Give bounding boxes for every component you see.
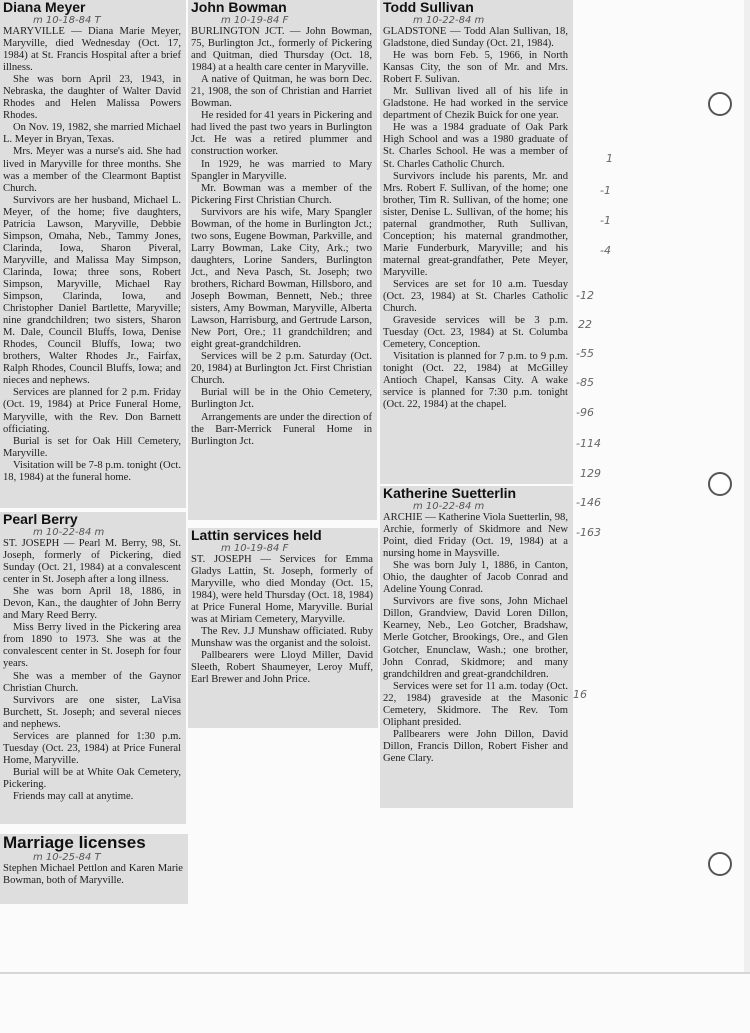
article-headline: John Bowman <box>191 0 287 15</box>
margin-note: -4 <box>600 244 611 257</box>
article-paragraph: Miss Berry lived in the Pickering area from 1890 to 1973. She was at the convalescent center in St. Joseph for four years. <box>3 622 181 670</box>
article-paragraph: Mr. Bowman was a member of the Pickering First Christian Church. <box>191 182 372 206</box>
article-headline: Todd Sullivan <box>383 0 474 15</box>
margin-note: -114 <box>576 437 601 450</box>
article-paragraph: Services will be 2 p.m. Saturday (Oct. 20, 1984) at Burlington Jct. First Christian Church. <box>191 351 372 387</box>
margin-note: 16 <box>573 688 587 701</box>
article-paragraph: Visitation is planned for 7 p.m. to 9 p.m. tonight (Oct. 22, 1984) at McGilley Antioch Chapel, Kansas City. A wake service is planned for 7:30 p.m. tonight (Oct. 22, 1984) at the chapel. <box>383 351 568 411</box>
article-paragraph: She was born April 18, 1886, in Devon, Kan., the daughter of John Berry and Mary Reed Berry. <box>3 586 181 622</box>
article-paragraph: Mr. Sullivan lived all of his life in Gladstone. He had worked in the service department of Chezik Buick for one year. <box>383 86 568 122</box>
article-paragraph: Services are planned for 1:30 p.m. Tuesday (Oct. 23, 1984) at Price Funeral Home, Maryville. <box>3 730 181 766</box>
article-paragraph: ARCHIE — Katherine Viola Suetterlin, 98, Archie, formerly of Skidmore and New Point, died Friday (Oct. 19, 1984) at a nursing home in Maysville. <box>383 512 568 560</box>
handwritten-date: m 10-25-84 T <box>33 852 101 863</box>
handwritten-date: m 10-18-84 T <box>33 15 101 26</box>
handwritten-date: m 10-22-84 m <box>33 527 105 538</box>
handwritten-date: m 10-19-84 F <box>221 15 289 26</box>
article-paragraph: Friends may call at anytime. <box>13 790 134 802</box>
sheet-bottom-edge <box>0 972 750 974</box>
binder-hole <box>708 852 732 876</box>
obituary-diana-meyer <box>0 0 186 508</box>
obituary-pearl-berry <box>0 512 186 824</box>
article-headline: Pearl Berry <box>3 512 78 527</box>
obituary-john-bowman <box>188 0 377 520</box>
article-paragraph: Burial is set for Oak Hill Cemetery, Maryville. <box>3 435 181 459</box>
article-paragraph: He was a 1984 graduate of Oak Park High School and was a 1980 graduate of St. Charles School. He was a member of St. Charles Catholic Church. <box>383 122 568 170</box>
article-paragraph: Stephen Michael Pettlon and Karen Marie Bowman, both of Maryville. <box>3 863 183 887</box>
article-paragraph: ST. JOSEPH — Pearl M. Berry, 98, St. Joseph, formerly of Pickering, died Sunday (Oct. 21, 1984) at a convalescent center in St. Joseph after a long illness. <box>3 538 181 586</box>
article-headline: Marriage licenses <box>3 834 146 852</box>
lattin-services-notice <box>188 528 378 728</box>
article-paragraph: Survivors are one sister, LaVisa Burchett, St. Joseph; and several nieces and nephews. <box>3 694 181 730</box>
article-paragraph: Survivors are his wife, Mary Spangler Bowman, of the home in Burlington Jct.; two sons, Eugene Bowman, Parkville, and Larry Bowman, Lake City, Ark.; two daughters, Lorine Sanders, Burlington Jct., and Neva Pasch, St. Joseph; two brothers, Richard Bowman, Hillsboro, and Joseph Bowman, Bennett, Neb.; three sisters, Amy Bowman, Maryville, Alberta Lawson, Harrisburg, and Gertrude Larson, New Port, Ore.; 11 grandchildren; and eight great-grandchildren. <box>191 206 372 351</box>
margin-note: -55 <box>576 347 594 360</box>
article-paragraph: Mrs. Meyer was a nurse's aid. She had lived in Maryville for three months. She was a member of the Clearmont Baptist Church. <box>3 146 181 194</box>
article-paragraph: Arrangements are under the direction of the Barr-Merrick Funeral Home in Burlington Jct. <box>191 411 372 447</box>
article-paragraph: She was born April 23, 1943, in Nebraska, the daughter of Walter David Rhodes and Helen Malissa Powers Rhodes. <box>3 74 181 122</box>
margin-note: 22 <box>578 318 592 331</box>
handwritten-date: m 10-19-84 F <box>221 543 289 554</box>
binder-hole <box>708 92 732 116</box>
article-paragraph: On Nov. 19, 1982, she married Michael L. Meyer in Bryan, Texas. <box>3 122 181 146</box>
article-paragraph: Survivors are five sons, John Michael Dillon, Grandview, David Loren Dillon, Kearney, Neb., Leo Gotcher, Bradshaw, Merle Gotcher, Brookings, Ore., and Glen Gotcher, Enunclaw, Wash.; one brother, John Conrad, Skidmore; and many grandchildren and great-grandchildren. <box>383 596 568 680</box>
margin-note: 129 <box>580 467 601 480</box>
article-paragraph: Burial will be in the Ohio Cemetery, Burlington Jct. <box>191 387 372 411</box>
article-headline: Diana Meyer <box>3 0 86 15</box>
article-paragraph: Pallbearers were John Dillon, David Dillon, Francis Dillon, Robert Fisher and Gene Clary. <box>383 728 568 764</box>
article-paragraph: A native of Quitman, he was born Dec. 21, 1908, the son of Christian and Harriet Bowman. <box>191 74 372 110</box>
margin-note: 1 <box>606 152 613 165</box>
margin-note: -96 <box>576 406 594 419</box>
article-paragraph: Graveside services will be 3 p.m. Tuesday (Oct. 23, 1984) at St. Columba Cemetery, Conception. <box>383 315 568 351</box>
article-paragraph: ST. JOSEPH — Services for Emma Gladys Lattin, St. Joseph, formerly of Maryville, who died Monday (Oct. 15, 1984), were held Thursday (Oct. 18, 1984) at Price Funeral Home, Maryville. Burial was at Miriam Cemetery, Maryville. <box>191 554 373 626</box>
article-paragraph: Survivors are her husband, Michael L. Meyer, of the home; five daughters, Patricia Lawson, Maryville, Debbie Simpson, Omaha, Neb., Tammy Jones, Clarinda, Iowa, Sharon Piveral, Maryville, and Malissa May Simpson, Clarinda, Iowa; three sons, Robert Simpson, Maryville, Michael Ray Simpson, Clarinda, Iowa, and Christopher Daniel Bartlette, Maryville; nine grandchildren; two sisters, Sharon M. Dale, Council Bluffs, Iowa, Denise Rhodes, Council Bluffs, Iowa; two brothers, Walter Rhodes Jr., Fairfax, Ralph Rhodes, Council Bluffs, Iowa; and nieces and nephews. <box>3 194 181 387</box>
obituary-todd-sullivan <box>380 0 573 484</box>
margin-note: -85 <box>576 376 594 389</box>
handwritten-date: m 10-22-84 m <box>413 15 485 26</box>
marriage-licenses-notice <box>0 834 188 904</box>
article-paragraph: In 1929, he was married to Mary Spangler in Maryville. <box>191 158 372 182</box>
obituary-katherine-suetterlin <box>380 486 573 808</box>
article-paragraph: Services are planned for 2 p.m. Friday (Oct. 19, 1984) at Price Funeral Home, Maryville, with the Rev. Don Barnett officiating. <box>3 387 181 435</box>
article-paragraph: Visitation will be 7-8 p.m. tonight (Oct. 18, 1984) at the funeral home. <box>3 459 181 483</box>
article-headline: Katherine Suetterlin <box>383 486 517 501</box>
margin-note: -163 <box>576 526 601 539</box>
article-paragraph: Survivors include his parents, Mr. and Mrs. Robert F. Sullivan, of the home; one brother, Tim R. Sullivan, of the home; one sister, Denise L. Sullivan, of the home; his paternal grandmother, Ruth Sullivan, Conception; his maternal grandmother, Marie Funderburk, Maryville; and his maternal great-grandfather, Pete Meyer, Maryville. <box>383 170 568 278</box>
margin-note: -12 <box>576 289 594 302</box>
article-paragraph: MARYVILLE — Diana Marie Meyer, Maryville, died Wednesday (Oct. 17, 1984) at St. Francis Hospital after a brief illness. <box>3 26 181 74</box>
article-paragraph: GLADSTONE — Todd Alan Sullivan, 18, Gladstone, died Sunday (Oct. 21, 1984). <box>383 26 568 50</box>
article-headline: Lattin services held <box>191 528 322 543</box>
margin-note: -146 <box>576 496 601 509</box>
article-paragraph: Services were set for 11 a.m. today (Oct. 22, 1984) graveside at the Masonic Cemetery, Skidmore. The Rev. Tom Oliphant presided. <box>383 680 568 728</box>
article-paragraph: BURLINGTON JCT. — John Bowman, 75, Burlington Jct., formerly of Pickering and Quitman, died Thursday (Oct. 18, 1984) at a health care center in Maryville. <box>191 26 372 74</box>
article-paragraph: He was born Feb. 5, 1966, in North Kansas City, the son of Mr. and Mrs. Robert F. Sulivan. <box>383 50 568 86</box>
article-paragraph: Pallbearers were Lloyd Miller, David Sleeth, Robert Shaumeyer, Leroy Muff, Earl Brewer and John Price. <box>191 650 373 686</box>
article-paragraph: The Rev. J.J Munshaw officiated. Ruby Munshaw was the organist and the soloist. <box>191 626 373 650</box>
binder-hole <box>708 472 732 496</box>
page-edge <box>744 0 750 972</box>
article-paragraph: She was born July 1, 1886, in Canton, Ohio, the daughter of Jacob Conrad and Adeline Young Conrad. <box>383 560 568 596</box>
margin-note: -1 <box>600 184 611 197</box>
article-paragraph: Burial will be at White Oak Cemetery, Pickering. <box>3 766 181 790</box>
handwritten-date: m 10-22-84 m <box>413 501 485 512</box>
article-paragraph: She was a member of the Gaynor Christian Church. <box>3 670 181 694</box>
article-paragraph: Services are set for 10 a.m. Tuesday (Oct. 23, 1984) at St. Charles Catholic Church. <box>383 278 568 315</box>
article-paragraph: He resided for 41 years in Pickering and had lived the past two years in Burlington Jct. He was a retired plummer and construction worker. <box>191 110 372 158</box>
margin-note: -1 <box>600 214 611 227</box>
